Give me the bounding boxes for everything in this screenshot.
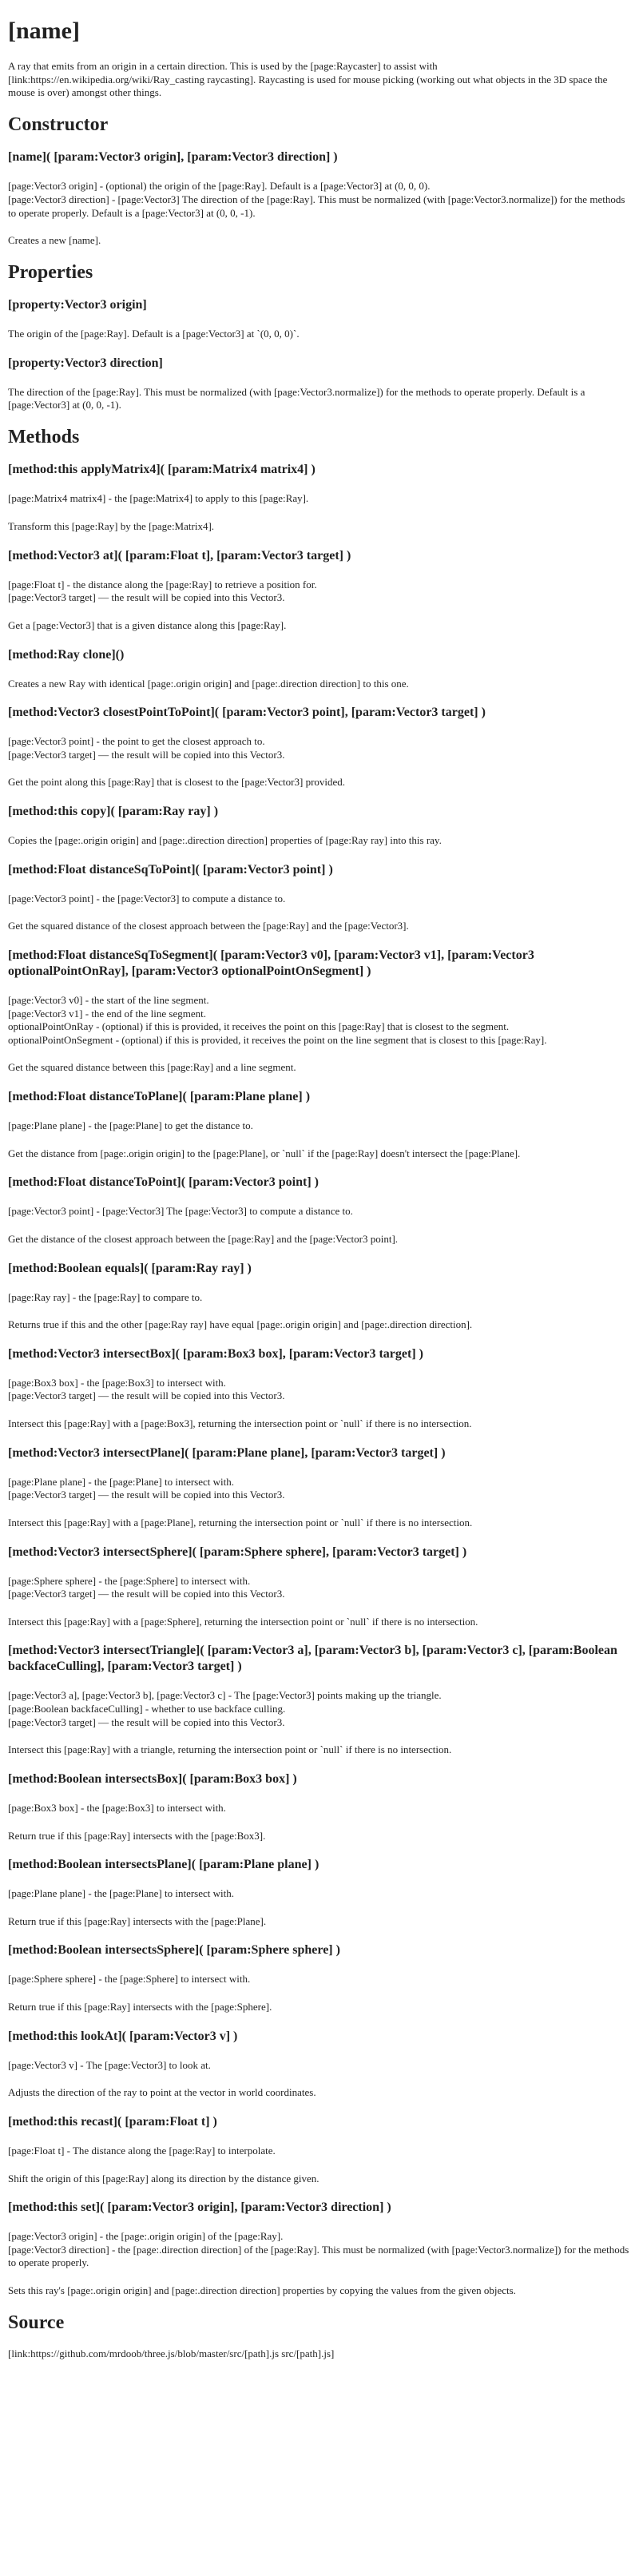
method-params xyxy=(8,1205,631,1218)
method-signature: [method:Vector3 intersectPlane]( [param:Plane plane], [param:Vector3 target] ) xyxy=(8,1445,446,1460)
property-desc: The origin of the [page:Ray]. Default is a [page:Vector3] at `(0, 0, 0)`. xyxy=(8,328,300,340)
property-entry xyxy=(8,356,631,412)
param-line: [page:Vector3 v1] - the end of the line segment. xyxy=(8,1007,206,1020)
properties-heading: Properties xyxy=(8,261,93,283)
method-params xyxy=(8,2145,631,2158)
method-signature: [method:Vector3 intersectBox]( [param:Box3 box], [param:Vector3 target] ) xyxy=(8,1346,423,1361)
method-params xyxy=(8,1973,631,1986)
param-line: [page:Vector3 v0] - the start of the line segment. xyxy=(8,993,209,1006)
param-line: [page:Box3 box] - the [page:Box3] to intersect with. xyxy=(8,1801,226,1814)
param-line: [page:Vector3 target] — the result will be copied into this Vector3. xyxy=(8,1389,285,1402)
param-line: [page:Vector3 origin] - the [page:.origin origin] of the [page:Ray]. xyxy=(8,2230,284,2243)
constructor-desc: Creates a new [name]. xyxy=(8,234,101,247)
method-signature: [method:Float distanceSqToPoint]( [param:Vector3 point] ) xyxy=(8,862,333,877)
method-entry xyxy=(8,1346,631,1431)
param-line: [page:Matrix4 matrix4] - the [page:Matrix4] to apply to this [page:Ray]. xyxy=(8,492,309,505)
method-params xyxy=(8,1689,631,1729)
param-line: [page:Vector3 target] — the result will be copied into this Vector3. xyxy=(8,1588,285,1600)
method-signature: [method:Vector3 intersectSphere]( [param:Sphere sphere], [param:Vector3 target] ) xyxy=(8,1544,467,1559)
method-desc: Intersect this [page:Ray] with a triangle, returning the intersection point or `null` if there is no intersection. xyxy=(8,1743,452,1756)
property-desc: The direction of the [page:Ray]. This must be normalized (with [page:Vector3.normalize]) for the methods to operate properly. Default is a [page:Vector3] at (0, 0, -1). xyxy=(8,385,585,411)
method-entry xyxy=(8,705,631,789)
method-params xyxy=(8,1802,631,1815)
method-signature: [method:Boolean intersectsBox]( [param:Box3 box] ) xyxy=(8,1771,297,1786)
method-desc: Sets this ray's [page:.origin origin] and [page:.direction direction] properties by copying the values from the given objects. xyxy=(8,2284,516,2297)
source-link[interactable]: [link:https://github.com/mrdoob/three.js/blob/master/src/[path].js src/[path].js] xyxy=(8,2347,335,2360)
methods-section xyxy=(8,427,631,2298)
method-signature: [method:Float distanceToPlane]( [param:Plane plane] ) xyxy=(8,1090,311,1104)
method-signature: [method:this applyMatrix4]( [param:Matrix4 matrix4] ) xyxy=(8,463,316,477)
method-signature: [method:this copy]( [param:Ray ray] ) xyxy=(8,805,219,819)
method-signature: [method:this recast]( [param:Float t] ) xyxy=(8,2114,217,2129)
param-line: [page:Vector3 direction] - the [page:.direction direction] of the [page:Ray]. This must be normalized (with [page:Vector3.normalize]) for the methods to operate properly. xyxy=(8,2243,629,2269)
methods-heading: Methods xyxy=(8,427,80,448)
method-desc: Adjusts the direction of the ray to point at the vector in world coordinates. xyxy=(8,2086,316,2099)
method-desc: Copies the [page:.origin origin] and [page:.direction direction] properties of [page:Ray ray] into this ray. xyxy=(8,834,442,847)
method-desc: Get a [page:Vector3] that is a given distance along this [page:Ray]. xyxy=(8,618,287,631)
method-params xyxy=(8,492,631,506)
properties-list xyxy=(8,297,631,412)
method-desc: Return true if this [page:Ray] intersects with the [page:Plane]. xyxy=(8,1914,267,1927)
method-params xyxy=(8,2230,631,2270)
method-entry xyxy=(8,647,631,691)
method-entry xyxy=(8,1089,631,1160)
method-params xyxy=(8,735,631,761)
property-entry xyxy=(8,297,631,341)
method-signature: [method:Ray clone]() xyxy=(8,647,125,662)
param-line: [page:Vector3 point] - [page:Vector3] The [page:Vector3] to compute a distance to. xyxy=(8,1205,353,1218)
method-params xyxy=(8,1291,631,1305)
method-entry xyxy=(8,1261,631,1332)
method-signature: [method:this set]( [param:Vector3 origin], [param:Vector3 direction] ) xyxy=(8,2200,391,2215)
method-params xyxy=(8,892,631,906)
param-line: [page:Vector3 a], [page:Vector3 b], [page:Vector3 c] - The [page:Vector3] points making up the triangle. xyxy=(8,1689,442,1702)
method-params xyxy=(8,1575,631,1601)
method-params xyxy=(8,1119,631,1133)
param-line: [page:Vector3 target] — the result will be copied into this Vector3. xyxy=(8,1489,285,1501)
method-entry xyxy=(8,2114,631,2185)
param-line: [page:Boolean backfaceCulling] - whether to use backface culling. xyxy=(8,1703,286,1715)
method-entry xyxy=(8,2029,631,2100)
properties-section xyxy=(8,262,631,412)
method-signature: [method:Boolean equals]( [param:Ray ray] ) xyxy=(8,1261,252,1275)
method-entry xyxy=(8,1445,631,1530)
intro-paragraph: A ray that emits from an origin in a certain direction. This is used by the [page:Raycaster] to assist with [link:https://en.wikipedia.org/wiki/Ray_casting raycasting]. Raycasting is used for mouse picking (working out what objects in the 3D space the mouse is over) amongst other things. xyxy=(8,60,608,99)
param-line: [page:Vector3 direction] - [page:Vector3] The direction of the [page:Ray]. This must be normalized (with [page:Vector3.normalize]) for the methods to operate properly. Default is a [page:Vector3] at (0, 0, -1). xyxy=(8,193,625,219)
constructor-heading: Constructor xyxy=(8,113,109,135)
method-entry xyxy=(8,1857,631,1928)
method-entry xyxy=(8,1175,631,1246)
param-line: [page:Vector3 origin] - (optional) the origin of the [page:Ray]. Default is a [page:Vector3] at (0, 0, 0). xyxy=(8,180,431,193)
param-line: [page:Vector3 point] - the point to get the closest approach to. xyxy=(8,735,265,748)
param-line: optionalPointOnRay - (optional) if this is provided, it receives the point on this [page:Ray] that is closest to the segment. xyxy=(8,1020,510,1033)
method-desc: Intersect this [page:Ray] with a [page:Box3], returning the intersection point or `null` if there is no intersection. xyxy=(8,1417,472,1430)
constructor-params xyxy=(8,180,631,220)
constructor-signature: [name]( [param:Vector3 origin], [param:Vector3 direction] ) xyxy=(8,150,338,165)
param-line: [page:Box3 box] - the [page:Box3] to intersect with. xyxy=(8,1376,226,1389)
method-desc: Transform this [page:Ray] by the [page:Matrix4]. xyxy=(8,520,215,533)
param-line: [page:Vector3 point] - the [page:Vector3] to compute a distance to. xyxy=(8,892,286,904)
param-line: [page:Vector3 target] — the result will be copied into this Vector3. xyxy=(8,748,285,761)
method-entry xyxy=(8,1942,631,2013)
method-desc: Get the distance of the closest approach between the [page:Ray] and the [page:Vector3 point]. xyxy=(8,1232,399,1245)
param-line: [page:Vector3 target] — the result will be copied into this Vector3. xyxy=(8,591,285,604)
method-params xyxy=(8,994,631,1047)
method-desc: Intersect this [page:Ray] with a [page:Plane], returning the intersection point or `null` if there is no intersection. xyxy=(8,1516,473,1529)
method-desc: Intersect this [page:Ray] with a [page:Sphere], returning the intersection point or `null` if there is no intersection. xyxy=(8,1615,478,1628)
method-desc: Return true if this [page:Ray] intersects with the [page:Box3]. xyxy=(8,1829,266,1842)
param-line: [page:Plane plane] - the [page:Plane] to get the distance to. xyxy=(8,1119,253,1132)
method-entry xyxy=(8,2200,631,2298)
method-signature: [method:Float distanceSqToSegment]( [param:Vector3 v0], [param:Vector3 v1], [param:Vector3 optionalPointOnRay], [param:Vector3 optionalPointOnSegment] ) xyxy=(8,948,534,978)
constructor-section xyxy=(8,114,631,248)
param-line: [page:Sphere sphere] - the [page:Sphere] to intersect with. xyxy=(8,1973,251,1986)
method-signature: [method:Float distanceToPoint]( [param:Vector3 point] ) xyxy=(8,1175,319,1190)
param-line: [page:Float t] - The distance along the [page:Ray] to interpolate. xyxy=(8,2144,276,2157)
param-line: [page:Ray ray] - the [page:Ray] to compare to. xyxy=(8,1290,203,1303)
method-signature: [method:this lookAt]( [param:Vector3 v] ) xyxy=(8,2029,238,2043)
method-signature: [method:Vector3 intersectTriangle]( [param:Vector3 a], [param:Vector3 b], [param:Vector3 c], [param:Boolean backfaceCulling], [param:Vector3 target] ) xyxy=(8,1644,617,1674)
param-line: [page:Plane plane] - the [page:Plane] to intersect with. xyxy=(8,1887,235,1900)
param-line: [page:Vector3 target] — the result will be copied into this Vector3. xyxy=(8,1715,285,1728)
method-entry xyxy=(8,948,631,1075)
method-desc: Get the point along this [page:Ray] that is closest to the [page:Vector3] provided. xyxy=(8,776,346,789)
param-line: optionalPointOnSegment - (optional) if this is provided, it receives the point on the line segment that is closest to this [page:Ray]. xyxy=(8,1033,547,1046)
method-desc: Get the distance from [page:.origin origin] to the [page:Plane], or `null` if the [page:Ray] doesn't intersect the [page:Plane]. xyxy=(8,1147,521,1159)
methods-list xyxy=(8,462,631,2297)
property-signature: [property:Vector3 direction] xyxy=(8,356,163,370)
method-entry xyxy=(8,1771,631,1843)
method-desc: Get the squared distance of the closest approach between the [page:Ray] and the [page:Vector3]. xyxy=(8,920,409,932)
method-params xyxy=(8,578,631,605)
param-line: [page:Vector3 v] - The [page:Vector3] to look at. xyxy=(8,2058,211,2071)
method-desc: Shift the origin of this [page:Ray] along its direction by the distance given. xyxy=(8,2172,320,2184)
source-heading: Source xyxy=(8,2312,65,2333)
method-entry xyxy=(8,1544,631,1629)
method-params xyxy=(8,2059,631,2073)
method-params xyxy=(8,1377,631,1403)
method-params xyxy=(8,1887,631,1901)
param-line: [page:Float t] - the distance along the [page:Ray] to retrieve a position for. xyxy=(8,578,317,590)
param-line: [page:Sphere sphere] - the [page:Sphere] to intersect with. xyxy=(8,1574,251,1587)
method-desc: Get the squared distance between this [page:Ray] and a line segment. xyxy=(8,1061,296,1074)
method-desc: Returns true if this and the other [page:Ray ray] have equal [page:.origin origin] and [page:.direction direction]. xyxy=(8,1318,473,1331)
method-signature: [method:Boolean intersectsPlane]( [param:Plane plane] ) xyxy=(8,1858,320,1872)
method-desc: Creates a new Ray with identical [page:.origin origin] and [page:.direction direction] to this one. xyxy=(8,677,409,690)
method-signature: [method:Vector3 at]( [param:Float t], [param:Vector3 target] ) xyxy=(8,548,351,563)
source-section xyxy=(8,2312,631,2361)
param-line: [page:Plane plane] - the [page:Plane] to intersect with. xyxy=(8,1475,235,1488)
method-entry xyxy=(8,804,631,848)
method-entry xyxy=(8,462,631,533)
method-signature: [method:Boolean intersectsSphere]( [param:Sphere sphere] ) xyxy=(8,1943,340,1958)
method-signature: [method:Vector3 closestPointToPoint]( [param:Vector3 point], [param:Vector3 target] ) xyxy=(8,706,486,720)
method-entry xyxy=(8,1643,631,1757)
method-params xyxy=(8,1476,631,1502)
method-desc: Return true if this [page:Ray] intersects with the [page:Sphere]. xyxy=(8,2001,272,2013)
method-entry xyxy=(8,548,631,633)
page-title: [name] xyxy=(8,18,80,44)
method-entry xyxy=(8,862,631,933)
property-signature: [property:Vector3 origin] xyxy=(8,298,147,312)
